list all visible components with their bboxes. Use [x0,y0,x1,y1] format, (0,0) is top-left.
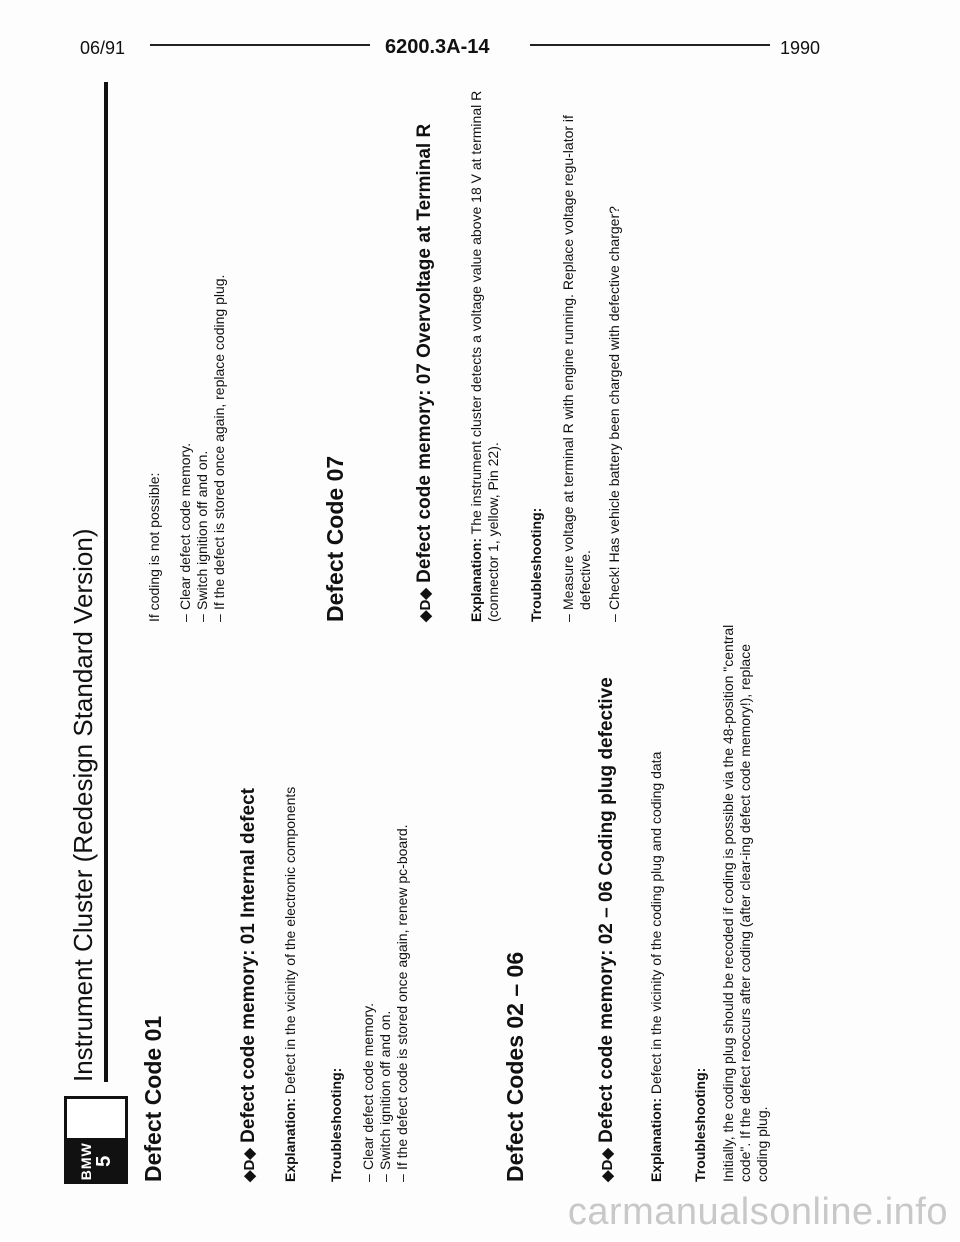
troubleshooting-steps [360,622,411,1182]
dc01-troubleshooting [328,622,411,1182]
coding-intro: If coding is not possible: [146,472,162,622]
dc0206-explanation [648,622,665,1182]
explanation-label: Explanation: [648,1097,664,1182]
step-item: – If the defect code is stored once again, renew pc-board. [394,622,411,1182]
d-diamond-icon: ◆D◆ [417,588,434,622]
model-year: 1990 [780,38,821,58]
heading-defect-codes-02-06: Defect Codes 02 – 06 [502,951,528,1182]
memory-heading-text: Defect code memory: 01 Internal defect [238,788,259,1143]
watermark: carmanualsonline.info [567,1191,948,1233]
d-diamond-icon: ◆D◆ [241,1148,258,1182]
section-title: Instrument Cluster (Redesign Standard Version) [68,528,98,1082]
troubleshooting-label: Troubleshooting: [328,1067,344,1182]
heading-defect-code-07: Defect Code 07 [322,455,348,622]
explanation-label: Explanation: [468,537,484,622]
dc01-memory-heading [238,622,260,1182]
defect-code-07-title [322,62,349,622]
logo-brand: BMW [78,1142,94,1181]
dc0206-memory-heading [596,622,618,1182]
memory-heading-text: Defect code memory: 02 – 06 Coding plug defective [596,677,617,1143]
logo-blank-cell [67,1099,125,1142]
coding-steps [177,62,228,622]
d-diamond-icon: ◆D◆ [599,1148,616,1182]
coding-not-possible [146,62,228,622]
logo-badge [67,1142,125,1182]
logo-series: 5 [93,1155,115,1167]
header-rule [104,82,108,1082]
defect-code-01-title [140,622,167,1182]
memory-heading-text: Defect code memory: 07 Overvoltage at Terminal R [414,123,435,583]
strip-rule-1 [150,45,370,47]
dc01-explanation [282,622,299,1182]
step-item: – Switch ignition off and on. [377,622,394,1182]
step-item: – Clear defect code memory. [360,622,377,1182]
explanation-text: The instrument cluster detects a voltage value above 18 V at terminal R (connector 1, yellow, Pin 22). [468,90,501,622]
revision-date: 06/91 [80,38,126,58]
troubleshooting-steps [560,62,623,622]
dc07-memory-heading [414,62,436,622]
defect-codes-02-06-title [502,622,529,1182]
troubleshooting-text: Initially, the coding plug should be recoded if coding is possible via the 48-position "central code". If the defect reoccurs after coding (after clear-ing defect code memory!), replace coding plug. [720,624,770,1182]
heading-defect-code-01: Defect Code 01 [140,1015,166,1182]
strip-rule-2 [530,45,770,47]
dc07-explanation [468,62,502,622]
step-item: – Check! Has vehicle battery been charged with defective charger? [606,62,623,622]
troubleshooting-label: Troubleshooting: [692,1067,708,1182]
dc0206-troubleshooting [692,622,771,1182]
page-code: 6200.3A-14 [385,36,490,58]
step-item: – Clear defect code memory. [177,62,194,622]
explanation-text: Defect in the vicinity of the coding plug and coding data [648,751,664,1095]
troubleshooting-label: Troubleshooting: [528,507,544,622]
step-item: – If the defect is stored once again, replace coding plug. [211,62,228,622]
explanation-text: Defect in the vicinity of the electronic components [282,786,298,1095]
bmw-logo [64,1096,128,1184]
dc07-troubleshooting [528,62,623,622]
step-item: – Switch ignition off and on. [194,62,211,622]
explanation-label: Explanation: [282,1097,298,1182]
step-item: – Measure voltage at terminal R with engine running. Replace voltage regu-lator if defective. [560,62,594,622]
